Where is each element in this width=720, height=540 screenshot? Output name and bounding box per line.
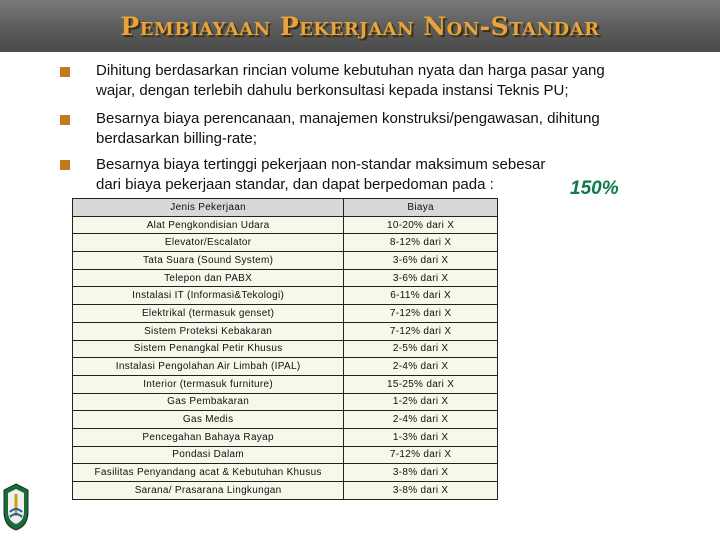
bullet-2-text — [96, 109, 600, 149]
cell-jenis-pekerjaan: Gas Pembakaran — [73, 393, 344, 411]
table-row — [73, 305, 498, 323]
bullet-2-line2: berdasarkan billing-rate; — [96, 130, 257, 147]
cell-jenis-pekerjaan: Sistem Penangkal Petir Khusus — [73, 340, 344, 358]
cell-jenis-pekerjaan: Telepon dan PABX — [73, 269, 344, 287]
table-header-row — [73, 199, 498, 217]
table-row — [73, 287, 498, 305]
cell-jenis-pekerjaan: Elevator/Escalator — [73, 234, 344, 252]
table-row — [73, 464, 498, 482]
cell-biaya: 3-8% dari X — [344, 464, 498, 482]
cell-jenis-pekerjaan: Pondasi Dalam — [73, 446, 344, 464]
table-row — [73, 446, 498, 464]
cell-biaya: 3-6% dari X — [344, 252, 498, 270]
cell-jenis-pekerjaan: Sistem Proteksi Kebakaran — [73, 322, 344, 340]
cell-jenis-pekerjaan: Alat Pengkondisian Udara — [73, 216, 344, 234]
table-row — [73, 375, 498, 393]
bullet-1-line2: wajar, dengan terlebih dahulu berkonsultasi kepada instansi Teknis PU; — [96, 82, 569, 99]
bullet-marker — [60, 67, 70, 77]
table-row — [73, 322, 498, 340]
table-row — [73, 252, 498, 270]
header-jenis-pekerjaan: Jenis Pekerjaan — [73, 199, 344, 217]
cell-biaya: 15-25% dari X — [344, 375, 498, 393]
table-row — [73, 482, 498, 500]
table-row — [73, 428, 498, 446]
bullet-3-line1: Besarnya biaya tertinggi pekerjaan non-standar maksimum sebesar — [96, 156, 546, 173]
table-row — [73, 269, 498, 287]
cost-table — [72, 198, 498, 500]
table-row — [73, 393, 498, 411]
cell-biaya: 3-6% dari X — [344, 269, 498, 287]
cell-biaya: 6-11% dari X — [344, 287, 498, 305]
table-row — [73, 411, 498, 429]
cell-jenis-pekerjaan: Interior (termasuk furniture) — [73, 375, 344, 393]
table-row — [73, 358, 498, 376]
cell-biaya: 7-12% dari X — [344, 305, 498, 323]
table-row — [73, 216, 498, 234]
cell-jenis-pekerjaan: Tata Suara (Sound System) — [73, 252, 344, 270]
cell-biaya: 1-3% dari X — [344, 428, 498, 446]
cell-biaya: 2-5% dari X — [344, 340, 498, 358]
cell-jenis-pekerjaan: Fasilitas Penyandang acat & Kebutuhan Khusus — [73, 464, 344, 482]
cell-biaya: 2-4% dari X — [344, 411, 498, 429]
bullet-marker — [60, 160, 70, 170]
cell-jenis-pekerjaan: Instalasi Pengolahan Air Limbah (IPAL) — [73, 358, 344, 376]
cell-jenis-pekerjaan: Instalasi IT (Informasi&Tekologi) — [73, 287, 344, 305]
cell-biaya: 8-12% dari X — [344, 234, 498, 252]
cell-biaya: 2-4% dari X — [344, 358, 498, 376]
table-row — [73, 234, 498, 252]
cell-jenis-pekerjaan: Pencegahan Bahaya Rayap — [73, 428, 344, 446]
cell-biaya: 1-2% dari X — [344, 393, 498, 411]
bullet-1-line1: Dihitung berdasarkan rincian volume kebutuhan nyata dan harga pasar yang — [96, 62, 605, 79]
cell-biaya: 7-12% dari X — [344, 322, 498, 340]
cell-biaya: 10-20% dari X — [344, 216, 498, 234]
percentage-highlight: 150% — [570, 178, 619, 199]
cell-jenis-pekerjaan: Sarana/ Prasarana Lingkungan — [73, 482, 344, 500]
bullet-1-text — [96, 61, 605, 101]
slide-title: Pembiayaan Pekerjaan Non-Standar — [120, 12, 600, 41]
cell-biaya: 3-8% dari X — [344, 482, 498, 500]
header-biaya: Biaya — [344, 199, 498, 217]
bullet-3-text — [96, 155, 545, 195]
east-java-crest-icon — [2, 482, 30, 532]
bullet-2-line1: Besarnya biaya perencanaan, manajemen konstruksi/pengawasan, dihitung — [96, 110, 600, 127]
bullet-3-line2: dari biaya pekerjaan standar, dan dapat berpedoman pada : — [96, 176, 494, 193]
cell-biaya: 7-12% dari X — [344, 446, 498, 464]
bullet-marker — [60, 115, 70, 125]
table-row — [73, 340, 498, 358]
cell-jenis-pekerjaan: Elektrikal (termasuk genset) — [73, 305, 344, 323]
cell-jenis-pekerjaan: Gas Medis — [73, 411, 344, 429]
